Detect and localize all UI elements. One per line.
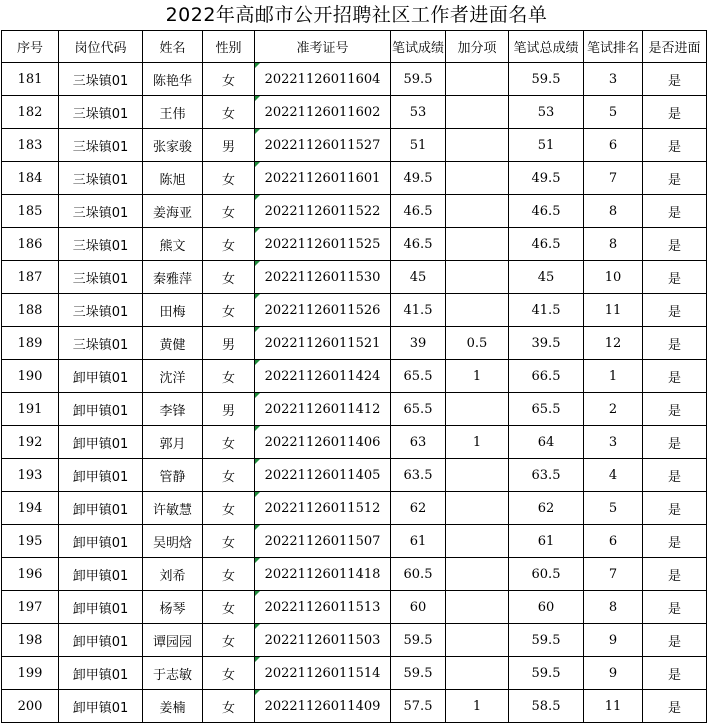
cell-seq: 188 (2, 294, 59, 327)
cell-position-code: 卸甲镇01 (59, 393, 143, 426)
cell-position-code: 三垛镇01 (59, 294, 143, 327)
cell-written-score: 41.5 (391, 294, 446, 327)
cell-rank: 5 (584, 492, 643, 525)
cell-total-score: 39.5 (509, 327, 584, 360)
cell-written-score: 63.5 (391, 459, 446, 492)
cell-total-score: 60 (509, 591, 584, 624)
cell-interview: 是 (643, 294, 707, 327)
cell-exam-id: 20221126011521 (255, 327, 391, 360)
cell-exam-id: 20221126011409 (255, 690, 391, 723)
cell-bonus (446, 195, 509, 228)
cell-position-code: 三垛镇01 (59, 63, 143, 96)
cell-position-code: 三垛镇01 (59, 327, 143, 360)
cell-gender: 女 (203, 591, 255, 624)
cell-name: 杨琴 (143, 591, 203, 624)
cell-position-code: 卸甲镇01 (59, 459, 143, 492)
cell-exam-id: 20221126011601 (255, 162, 391, 195)
cell-rank: 8 (584, 591, 643, 624)
table-row (2, 690, 707, 723)
cell-name: 田梅 (143, 294, 203, 327)
cell-bonus (446, 162, 509, 195)
cell-seq: 183 (2, 129, 59, 162)
table-header-row (2, 31, 707, 63)
cell-interview: 是 (643, 690, 707, 723)
cell-gender: 女 (203, 657, 255, 690)
cell-name: 李锋 (143, 393, 203, 426)
cell-position-code: 三垛镇01 (59, 96, 143, 129)
cell-bonus (446, 228, 509, 261)
cell-total-score: 66.5 (509, 360, 584, 393)
table-row (2, 591, 707, 624)
cell-rank: 5 (584, 96, 643, 129)
cell-total-score: 65.5 (509, 393, 584, 426)
cell-written-score: 60 (391, 591, 446, 624)
cell-interview: 是 (643, 624, 707, 657)
cell-rank: 11 (584, 690, 643, 723)
header-name: 姓名 (143, 31, 203, 63)
cell-written-score: 59.5 (391, 624, 446, 657)
cell-written-score: 46.5 (391, 228, 446, 261)
cell-written-score: 39 (391, 327, 446, 360)
cell-total-score: 46.5 (509, 228, 584, 261)
cell-interview: 是 (643, 162, 707, 195)
cell-interview: 是 (643, 558, 707, 591)
cell-name: 张家骏 (143, 129, 203, 162)
cell-name: 秦雅萍 (143, 261, 203, 294)
cell-interview: 是 (643, 327, 707, 360)
table-row (2, 657, 707, 690)
table-row (2, 261, 707, 294)
cell-gender: 女 (203, 426, 255, 459)
cell-interview: 是 (643, 195, 707, 228)
cell-gender: 女 (203, 558, 255, 591)
cell-rank: 6 (584, 129, 643, 162)
cell-total-score: 58.5 (509, 690, 584, 723)
cell-name: 熊文 (143, 228, 203, 261)
cell-position-code: 卸甲镇01 (59, 624, 143, 657)
cell-exam-id: 20221126011512 (255, 492, 391, 525)
cell-interview: 是 (643, 459, 707, 492)
cell-position-code: 三垛镇01 (59, 228, 143, 261)
cell-exam-id: 20221126011424 (255, 360, 391, 393)
cell-bonus (446, 525, 509, 558)
cell-total-score: 61 (509, 525, 584, 558)
header-seq: 序号 (2, 31, 59, 63)
cell-bonus (446, 591, 509, 624)
cell-gender: 女 (203, 690, 255, 723)
table-row (2, 327, 707, 360)
cell-gender: 女 (203, 492, 255, 525)
cell-gender: 女 (203, 96, 255, 129)
cell-total-score: 63.5 (509, 459, 584, 492)
cell-rank: 8 (584, 228, 643, 261)
cell-exam-id: 20221126011507 (255, 525, 391, 558)
cell-written-score: 49.5 (391, 162, 446, 195)
cell-rank: 4 (584, 459, 643, 492)
table-row (2, 360, 707, 393)
table-row (2, 96, 707, 129)
cell-bonus: 1 (446, 690, 509, 723)
cell-rank: 8 (584, 195, 643, 228)
cell-seq: 184 (2, 162, 59, 195)
cell-rank: 7 (584, 162, 643, 195)
cell-name: 刘希 (143, 558, 203, 591)
cell-seq: 182 (2, 96, 59, 129)
cell-gender: 女 (203, 459, 255, 492)
cell-name: 管静 (143, 459, 203, 492)
cell-exam-id: 20221126011530 (255, 261, 391, 294)
cell-written-score: 45 (391, 261, 446, 294)
cell-seq: 200 (2, 690, 59, 723)
cell-gender: 女 (203, 63, 255, 96)
table-row (2, 393, 707, 426)
cell-position-code: 三垛镇01 (59, 261, 143, 294)
cell-name: 陈艳华 (143, 63, 203, 96)
cell-position-code: 卸甲镇01 (59, 426, 143, 459)
cell-position-code: 卸甲镇01 (59, 558, 143, 591)
cell-gender: 女 (203, 195, 255, 228)
header-rank: 笔试排名 (584, 31, 643, 63)
cell-interview: 是 (643, 426, 707, 459)
cell-seq: 191 (2, 393, 59, 426)
cell-seq: 185 (2, 195, 59, 228)
header-written-score: 笔试成绩 (391, 31, 446, 63)
cell-interview: 是 (643, 525, 707, 558)
cell-exam-id: 20221126011503 (255, 624, 391, 657)
cell-gender: 男 (203, 327, 255, 360)
cell-total-score: 59.5 (509, 657, 584, 690)
cell-gender: 女 (203, 228, 255, 261)
cell-bonus: 0.5 (446, 327, 509, 360)
cell-interview: 是 (643, 591, 707, 624)
cell-position-code: 三垛镇01 (59, 129, 143, 162)
cell-exam-id: 20221126011527 (255, 129, 391, 162)
cell-gender: 女 (203, 360, 255, 393)
cell-written-score: 65.5 (391, 393, 446, 426)
cell-seq: 194 (2, 492, 59, 525)
cell-total-score: 51 (509, 129, 584, 162)
cell-rank: 1 (584, 360, 643, 393)
cell-position-code: 卸甲镇01 (59, 492, 143, 525)
cell-rank: 3 (584, 426, 643, 459)
cell-name: 姜海亚 (143, 195, 203, 228)
cell-seq: 198 (2, 624, 59, 657)
cell-written-score: 63 (391, 426, 446, 459)
cell-bonus (446, 657, 509, 690)
cell-written-score: 57.5 (391, 690, 446, 723)
cell-seq: 196 (2, 558, 59, 591)
cell-written-score: 59.5 (391, 657, 446, 690)
cell-written-score: 51 (391, 129, 446, 162)
cell-bonus (446, 261, 509, 294)
cell-seq: 181 (2, 63, 59, 96)
cell-total-score: 45 (509, 261, 584, 294)
cell-name: 姜楠 (143, 690, 203, 723)
cell-position-code: 三垛镇01 (59, 162, 143, 195)
cell-seq: 189 (2, 327, 59, 360)
header-position-code: 岗位代码 (59, 31, 143, 63)
cell-position-code: 卸甲镇01 (59, 657, 143, 690)
cell-total-score: 46.5 (509, 195, 584, 228)
cell-rank: 12 (584, 327, 643, 360)
table-row (2, 228, 707, 261)
cell-name: 许敏慧 (143, 492, 203, 525)
cell-bonus (446, 492, 509, 525)
cell-written-score: 60.5 (391, 558, 446, 591)
cell-seq: 195 (2, 525, 59, 558)
cell-interview: 是 (643, 96, 707, 129)
cell-gender: 男 (203, 129, 255, 162)
cell-bonus (446, 96, 509, 129)
cell-position-code: 卸甲镇01 (59, 525, 143, 558)
cell-name: 谭园园 (143, 624, 203, 657)
cell-rank: 7 (584, 558, 643, 591)
cell-total-score: 60.5 (509, 558, 584, 591)
cell-name: 陈旭 (143, 162, 203, 195)
cell-total-score: 49.5 (509, 162, 584, 195)
cell-total-score: 59.5 (509, 63, 584, 96)
cell-rank: 11 (584, 294, 643, 327)
cell-exam-id: 20221126011522 (255, 195, 391, 228)
cell-rank: 10 (584, 261, 643, 294)
header-interview: 是否进面 (643, 31, 707, 63)
cell-position-code: 卸甲镇01 (59, 591, 143, 624)
cell-total-score: 53 (509, 96, 584, 129)
table-row (2, 426, 707, 459)
cell-exam-id: 20221126011604 (255, 63, 391, 96)
cell-written-score: 62 (391, 492, 446, 525)
cell-rank: 6 (584, 525, 643, 558)
header-total-score: 笔试总成绩 (509, 31, 584, 63)
cell-exam-id: 20221126011412 (255, 393, 391, 426)
cell-bonus (446, 558, 509, 591)
cell-written-score: 61 (391, 525, 446, 558)
cell-exam-id: 20221126011514 (255, 657, 391, 690)
cell-seq: 197 (2, 591, 59, 624)
cell-bonus (446, 294, 509, 327)
cell-interview: 是 (643, 393, 707, 426)
cell-seq: 187 (2, 261, 59, 294)
cell-bonus: 1 (446, 426, 509, 459)
cell-bonus (446, 129, 509, 162)
cell-seq: 193 (2, 459, 59, 492)
cell-exam-id: 20221126011513 (255, 591, 391, 624)
cell-interview: 是 (643, 261, 707, 294)
cell-total-score: 62 (509, 492, 584, 525)
cell-exam-id: 20221126011405 (255, 459, 391, 492)
header-gender: 性别 (203, 31, 255, 63)
cell-position-code: 三垛镇01 (59, 195, 143, 228)
table-row (2, 195, 707, 228)
cell-rank: 2 (584, 393, 643, 426)
cell-bonus (446, 393, 509, 426)
table-row (2, 459, 707, 492)
cell-position-code: 卸甲镇01 (59, 690, 143, 723)
cell-position-code: 卸甲镇01 (59, 360, 143, 393)
cell-name: 吴明焓 (143, 525, 203, 558)
cell-total-score: 59.5 (509, 624, 584, 657)
candidate-table (1, 30, 707, 723)
cell-interview: 是 (643, 492, 707, 525)
cell-name: 于志敏 (143, 657, 203, 690)
table-row (2, 525, 707, 558)
cell-interview: 是 (643, 360, 707, 393)
cell-name: 郭月 (143, 426, 203, 459)
cell-written-score: 65.5 (391, 360, 446, 393)
cell-interview: 是 (643, 657, 707, 690)
cell-written-score: 46.5 (391, 195, 446, 228)
cell-rank: 9 (584, 624, 643, 657)
cell-name: 王伟 (143, 96, 203, 129)
cell-rank: 3 (584, 63, 643, 96)
cell-bonus (446, 459, 509, 492)
cell-exam-id: 20221126011526 (255, 294, 391, 327)
table-row (2, 129, 707, 162)
cell-exam-id: 20221126011602 (255, 96, 391, 129)
cell-name: 沈洋 (143, 360, 203, 393)
cell-interview: 是 (643, 228, 707, 261)
table-row (2, 162, 707, 195)
cell-bonus (446, 63, 509, 96)
cell-seq: 192 (2, 426, 59, 459)
page-title: 2022年高邮市公开招聘社区工作者进面名单 (165, 4, 548, 26)
table-row (2, 558, 707, 591)
cell-seq: 199 (2, 657, 59, 690)
cell-written-score: 59.5 (391, 63, 446, 96)
cell-interview: 是 (643, 63, 707, 96)
cell-written-score: 53 (391, 96, 446, 129)
cell-total-score: 41.5 (509, 294, 584, 327)
cell-gender: 女 (203, 162, 255, 195)
cell-rank: 9 (584, 657, 643, 690)
table-row (2, 624, 707, 657)
cell-total-score: 64 (509, 426, 584, 459)
cell-interview: 是 (643, 129, 707, 162)
cell-gender: 女 (203, 294, 255, 327)
cell-exam-id: 20221126011418 (255, 558, 391, 591)
cell-exam-id: 20221126011525 (255, 228, 391, 261)
header-exam-id: 准考证号 (255, 31, 391, 63)
table-row (2, 63, 707, 96)
cell-exam-id: 20221126011406 (255, 426, 391, 459)
cell-gender: 女 (203, 525, 255, 558)
table-row (2, 492, 707, 525)
cell-seq: 186 (2, 228, 59, 261)
cell-bonus (446, 624, 509, 657)
cell-name: 黄健 (143, 327, 203, 360)
cell-gender: 男 (203, 393, 255, 426)
cell-gender: 女 (203, 624, 255, 657)
cell-gender: 女 (203, 261, 255, 294)
header-bonus: 加分项 (446, 31, 509, 63)
table-row (2, 294, 707, 327)
cell-seq: 190 (2, 360, 59, 393)
cell-bonus: 1 (446, 360, 509, 393)
